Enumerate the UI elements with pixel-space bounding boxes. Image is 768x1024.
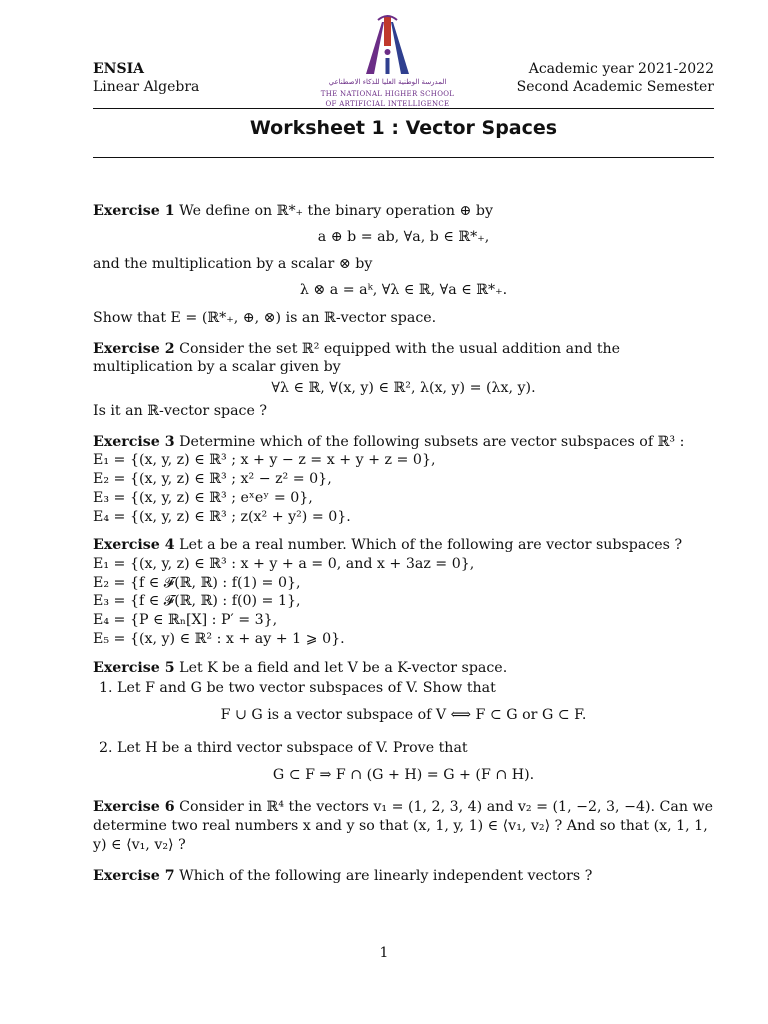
exercise-4-label: Exercise 4: [93, 537, 175, 554]
exercise-3-intro: Determine which of the following subsets are vector subspaces of ℝ³ :: [179, 433, 685, 450]
exercise-4-sets: [93, 555, 714, 649]
exercise-3-label: Exercise 3: [93, 433, 175, 450]
exercises-content: [93, 202, 714, 892]
academic-year: Academic year 2021-2022: [528, 61, 714, 77]
exercise-6-body: Consider in ℝ⁴ the vectors v₁ = (1, 2, 3, 4) and v₂ = (1, −2, 3, −4). Can we determine two real numbers x and y so that (x, 1, y, 1) ∈ ⟨v₁, v₂⟩ ? And so that (x, 1, 1, y) ∈ ⟨v₁, v₂⟩ ?: [93, 799, 714, 853]
school-emblem-icon: [360, 12, 415, 76]
exercise-4-intro: Let a be a real number. Which of the following are vector subspaces ?: [179, 537, 683, 554]
semester: Second Academic Semester: [516, 79, 714, 96]
exercise-4: [93, 536, 714, 648]
exercise-3-set: E₁ = {(x, y, z) ∈ ℝ³ ; x + y − z = x + y + z = 0},: [93, 452, 436, 469]
exercise-2-label: Exercise 2: [93, 340, 175, 357]
exercise-1-outro: Show that E = (ℝ*₊, ⊕, ⊗) is an ℝ-vector space.: [93, 309, 437, 326]
header-rule: [93, 108, 714, 109]
logo-text-line1: THE NATIONAL HIGHER SCHOOL: [320, 90, 455, 98]
exercise-3-set: E₄ = {(x, y, z) ∈ ℝ³ ; z(x² + y²) = 0}.: [93, 508, 351, 525]
exercise-3-set: E₃ = {(x, y, z) ∈ ℝ³ ; eˣeʸ = 0},: [93, 489, 313, 506]
exercise-5-item-2-display: G ⊂ F ⇒ F ∩ (G + H) = G + (F ∩ H).: [272, 766, 535, 783]
exercise-1-display-2: λ ⊗ a = aᵏ, ∀λ ∈ ℝ, ∀a ∈ ℝ*₊.: [299, 282, 508, 299]
exercise-1: [93, 202, 714, 328]
exercise-1-intro: We define on ℝ*₊ the binary operation ⊕ by: [179, 203, 493, 219]
exercise-5-item-1-display: F ∪ G is a vector subspace of V ⟺ F ⊂ G or G ⊂ F.: [220, 707, 587, 724]
exercise-5-intro: Let K be a field and let V be a K-vector space.: [179, 659, 508, 676]
exercise-3: [93, 433, 714, 527]
page-number: 1: [379, 945, 389, 961]
header-left: [93, 60, 199, 96]
exercise-5-label: Exercise 5: [93, 659, 175, 676]
exercise-7: [93, 867, 714, 886]
course-name: Linear Algebra: [93, 79, 200, 96]
exercise-4-set: E₂ = {f ∈ 𝓕(ℝ, ℝ) : f(1) = 0},: [93, 574, 301, 591]
worksheet-title: Worksheet 1 : Vector Spaces: [249, 117, 558, 139]
exercise-5-items: [93, 679, 714, 784]
school-name: ENSIA: [93, 61, 144, 77]
exercise-4-set: E₁ = {(x, y, z) ∈ ℝ³ : x + y + a = 0, and x + 3az = 0},: [93, 556, 475, 573]
exercise-4-set: E₅ = {(x, y) ∈ ℝ² : x + ay + 1 ⩾ 0}.: [93, 630, 345, 647]
exercise-6: [93, 798, 714, 854]
exercise-5-item-1: 1. Let F and G be two vector subspaces of V. Show that: [99, 680, 496, 697]
exercise-2-outro: Is it an ℝ-vector space ?: [93, 402, 268, 419]
exercise-6-label: Exercise 6: [93, 799, 175, 816]
header-right: [517, 60, 714, 96]
logo-text-line2: OF ARTIFICIAL INTELLIGENCE: [325, 100, 450, 108]
exercise-4-set: E₄ = {P ∈ ℝₙ[X] : P′ = 3},: [93, 612, 278, 629]
exercise-1-display-1: a ⊕ b = ab, ∀a, b ∈ ℝ*₊,: [317, 228, 490, 245]
exercise-2: [93, 340, 714, 421]
exercise-7-label: Exercise 7: [93, 867, 175, 884]
exercise-5: [93, 659, 714, 785]
title-rule: [93, 157, 714, 158]
exercise-3-set: E₂ = {(x, y, z) ∈ ℝ³ ; x² − z² = 0},: [93, 471, 332, 488]
exercise-1-label: Exercise 1: [93, 203, 175, 219]
exercise-3-sets: [93, 451, 714, 526]
exercise-2-intro: Consider the set ℝ² equipped with the usual addition and the multiplication by a scalar given by: [93, 340, 621, 376]
exercise-4-set: E₃ = {f ∈ 𝓕(ℝ, ℝ) : f(0) = 1},: [93, 593, 301, 610]
school-logo: [320, 12, 455, 108]
exercise-5-item-2: 2. Let H be a third vector subspace of V. Prove that: [99, 739, 468, 756]
exercise-2-display: ∀λ ∈ ℝ, ∀(x, y) ∈ ℝ², λ(x, y) = (λx, y).: [271, 380, 536, 397]
exercise-1-middle: and the multiplication by a scalar ⊗ by: [93, 256, 373, 273]
exercise-7-body: Which of the following are linearly independent vectors ?: [179, 867, 593, 884]
logo-arabic-text: المدرسة الوطنية العليا للذكاء الاصطناعي: [328, 78, 447, 86]
